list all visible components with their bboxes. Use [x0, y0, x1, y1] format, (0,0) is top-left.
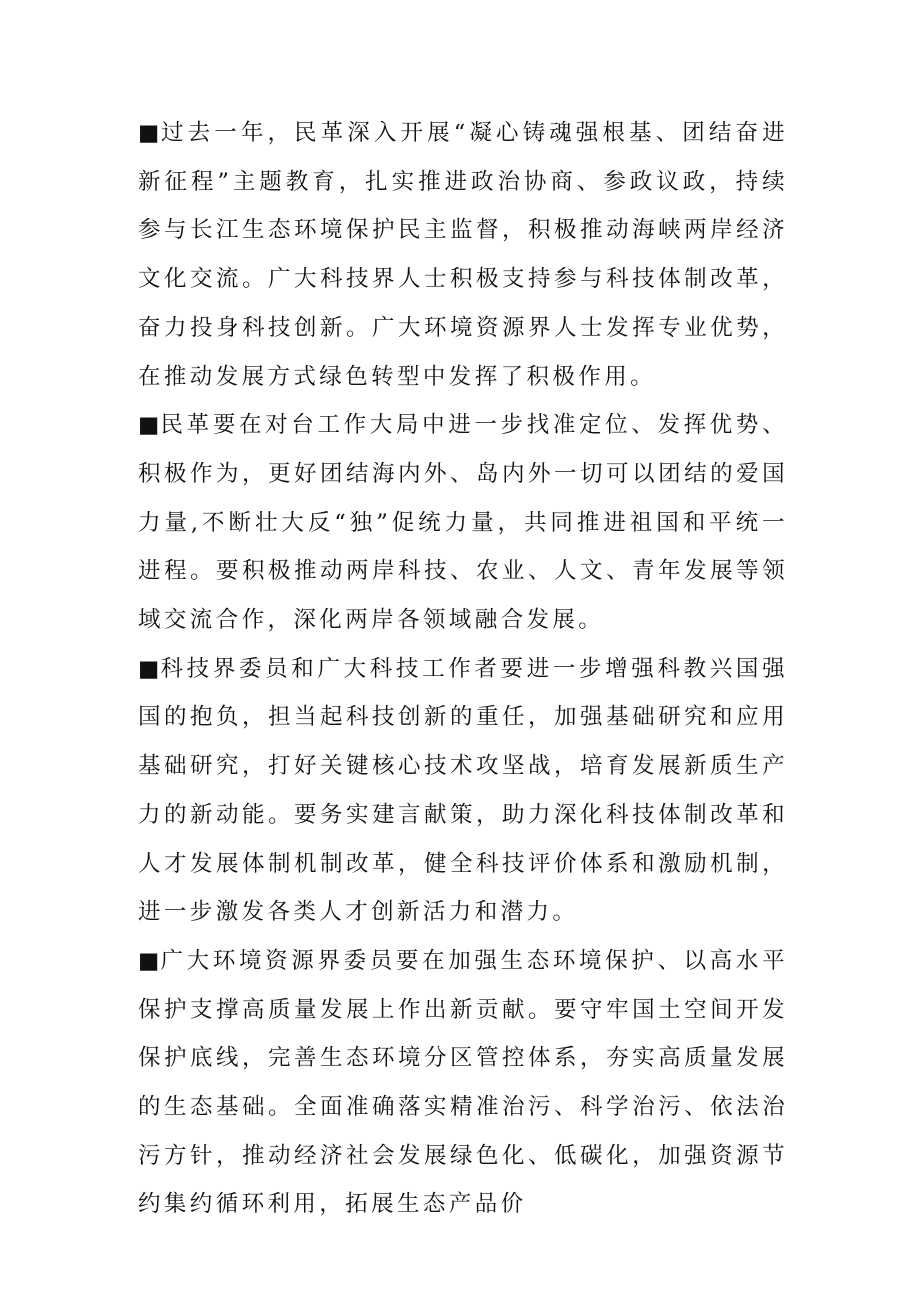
- paragraph-text: 广大环境资源界委员要在加强生态环境保护、以高水平保护支撑高质量发展上作出新贡献。要守牢国土空间开发保护底线，完善生态环境分区管控体系，夯实高质量发展的生态基础。全面准确落实精准治污、科学治污、依法治污方针，推动经济社会发展绿色化、低碳化，加强资源节约集约循环利用，拓展生态产品价: [138, 947, 788, 1218]
- paragraph-3: [138, 645, 788, 937]
- square-bullet-icon: ■: [138, 412, 160, 439]
- document-page: [138, 109, 788, 1229]
- paragraph-text: 科技界委员和广大科技工作者要进一步增强科教兴国强国的抱负，担当起科技创新的重任，加强基础研究和应用基础研究，打好关键核心技术攻坚战，培育发展新质生产力的新动能。要务实建言献策，助力深化科技体制改革和人才发展体制机制改革，健全科技评价体系和激励机制，进一步激发各类人才创新活力和潜力。: [138, 655, 788, 926]
- paragraph-text: 民革要在对台工作大局中进一步找准定位、发挥优势、积极作为，更好团结海内外、岛内外一切可以团结的爱国力量,不断壮大反“独”促统力量，共同推进祖国和平统一进程。要积极推动两岸科技、农业、人文、青年发展等领域交流合作，深化两岸各领域融合发展。: [138, 412, 788, 634]
- paragraph-1: [138, 109, 788, 401]
- paragraph-2: [138, 401, 788, 645]
- square-bullet-icon: ■: [138, 947, 160, 974]
- square-bullet-icon: ■: [138, 655, 160, 682]
- square-bullet-icon: ■: [138, 120, 160, 146]
- paragraph-text: 过去一年，民革深入开展“凝心铸魂强根基、团结奋进新征程”主题教育，扎实推进政治协商、参政议政，持续参与长江生态环境保护民主监督，积极推动海峡两岸经济文化交流。广大科技界人士积极支持参与科技体制改革，奋力投身科技创新。广大环境资源界人士发挥专业优势，在推动发展方式绿色转型中发挥了积极作用。: [138, 120, 788, 390]
- paragraph-4: [138, 937, 788, 1229]
